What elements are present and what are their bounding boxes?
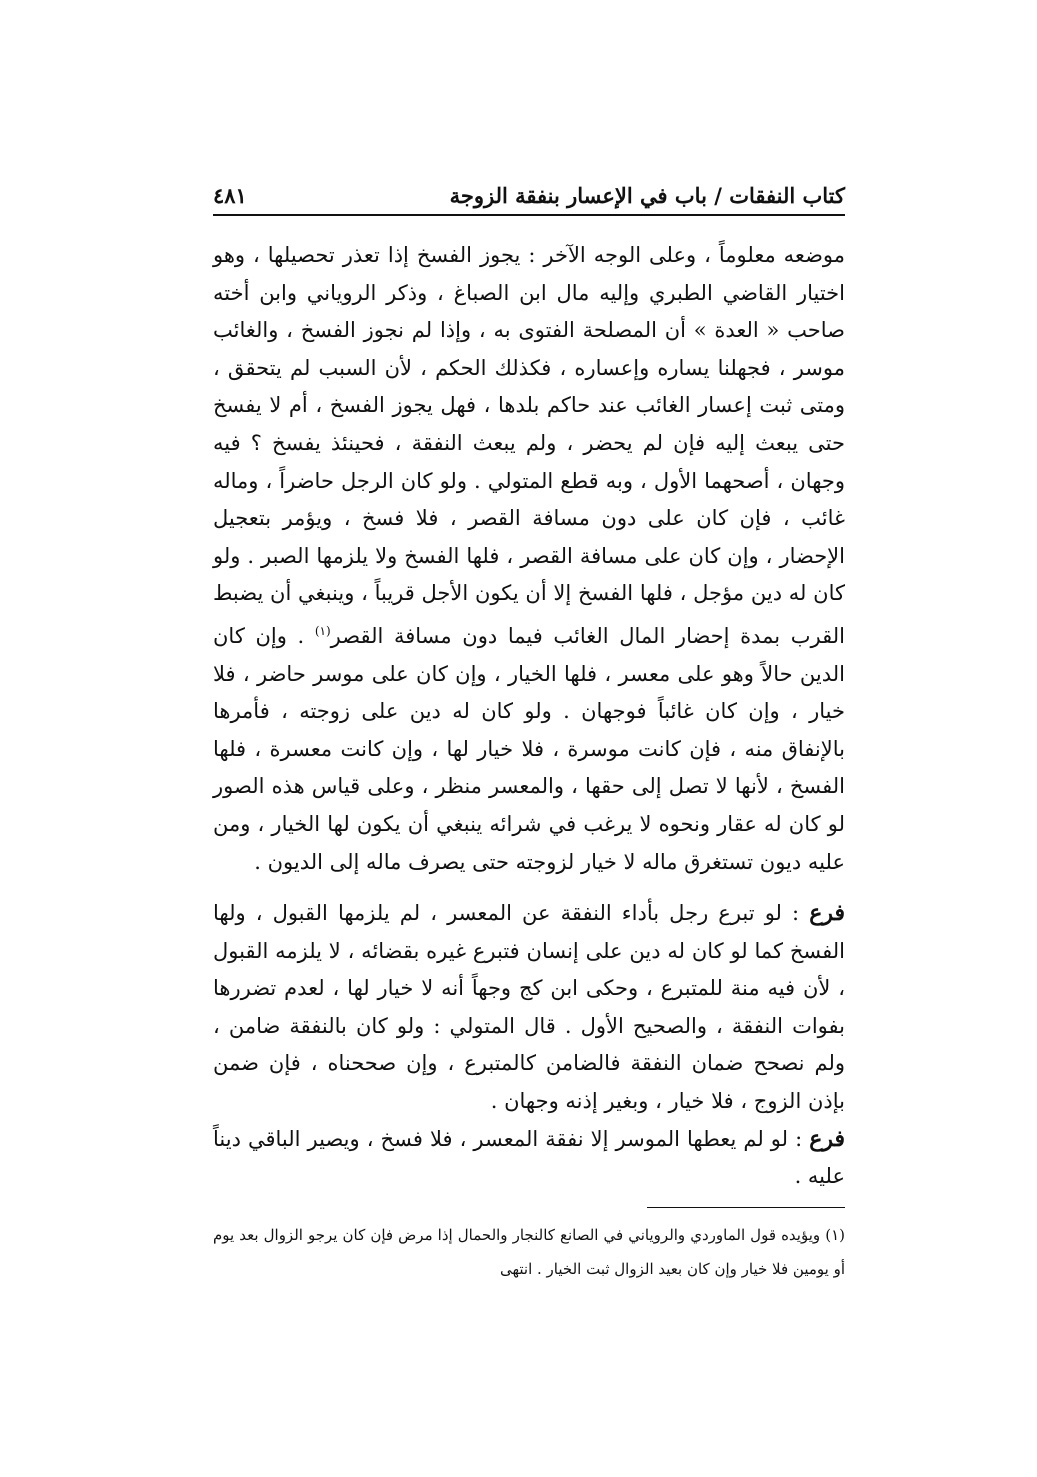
footnote-text: ويؤيده قول الماوردي والروياني في الصانع كالنجار والحمال إذا مرض فإن كان يرجو الزوال بعد يوم أو يومين فلا خيار وإن كان بعيد الزوال ثبت الخيار . انتهى <box>213 1226 845 1278</box>
running-header <box>213 168 845 216</box>
far-heading-1: فرع <box>809 900 845 927</box>
far-text-1: : لو تبرع رجل بأداء النفقة عن المعسر ، لم يلزمها القبول ، ولها الفسخ كما لو كان له دين على إنسان فتبرع غيره بقضائه ، لا يلزمه القبول ، لأن فيه منة للمتبرع ، وحكى ابن كج وجهاً أنه لا خيار لها ، لعدم تضررها بفوات النفقة ، والصحيح الأول . قال المتولي : ولو كان بالنفقة ضامن ، ولم نصحح ضمان النفقة فالضامن كالمتبرع ، وإن صححناه ، فإن ضمن بإذن الزوج ، فلا خيار ، وبغير إذنه وجهان . <box>213 901 845 1114</box>
footnote-divider <box>647 1207 845 1208</box>
paragraph-main-text: موضعه معلوماً ، وعلى الوجه الآخر : يجوز الفسخ إذا تعذر تحصيلها ، وهو اختيار القاضي الطبري وإليه مال ابن الصباغ ، وذكر الروياني وابن أخته صاحب « العدة » أن المصلحة الفتوى به ، وإذا لم نجوز الفسخ ، والغائب موسر ، فجهلنا يساره وإعساره ، فكذلك الحكم ، لأن السبب لم يتحقق ، ومتى ثبت إعسار الغائب عند حاكم بلدها ، فهل يجوز الفسخ ، أم لا يفسخ حتى يبعث إليه فإن لم يحضر ، ولم يبعث النفقة ، فحينئذ يفسخ ؟ فيه وجهان ، أصحهما الأول ، وبه قطع المتولي . ولو كان الرجل حاضراً ، وماله غائب ، فإن كان على دون مسافة القصر ، فلا فسخ ، ويؤمر بتعجيل الإحضار ، وإن كان على مسافة القصر ، فلها الفسخ ولا يلزمها الصبر . ولو كان له دين مؤجل ، فلها الفسخ إلا أن يكون الأجل قريباً ، وينبغي أن يضبط القرب بمدة إحضار المال الغائب فيما دون مسافة القصر <box>213 243 845 648</box>
far-heading-2: فرع <box>809 1125 845 1152</box>
paragraph-main-continuation: . وإن كان الدين حالاً وهو على معسر ، فلها الخيار ، وإن كان على موسر حاضر ، فلا خيار ، وإن كان غائباً فوجهان . ولو كان له دين على زوجته ، فأمرها بالإنفاق منه ، فإن كانت موسرة ، فلا خيار لها ، وإن كانت معسرة ، فلها الفسخ ، لأنها لا تصل إلى حقها ، والمعسر منظر ، وعلى قياس هذه الصور لو كان له عقار ونحوه لا يرغب في شرائه ينبغي أن يكون لها الخيار ، ومن عليه ديون تستغرق ماله لا خيار لزوجته حتى يصرف ماله إلى الديون . <box>213 623 845 874</box>
paragraph-main <box>213 237 845 881</box>
subsection-far-2 <box>213 1121 845 1196</box>
far-text-2: : لو لم يعطها الموسر إلا نفقة المعسر ، فلا فسخ ، ويصير الباقي ديناً عليه . <box>213 1126 845 1189</box>
footnote-reference: (١) <box>314 623 331 638</box>
footnote-paragraph <box>213 1218 845 1286</box>
page-number: ٤٨١ <box>213 183 247 208</box>
subsection-far-1 <box>213 895 845 1121</box>
chapter-title: كتاب النفقات / باب في الإعسار بنفقة الزوجة <box>449 183 845 208</box>
main-text <box>213 237 845 1196</box>
footnote <box>213 1218 845 1286</box>
footnote-number: (١) <box>825 1226 845 1244</box>
